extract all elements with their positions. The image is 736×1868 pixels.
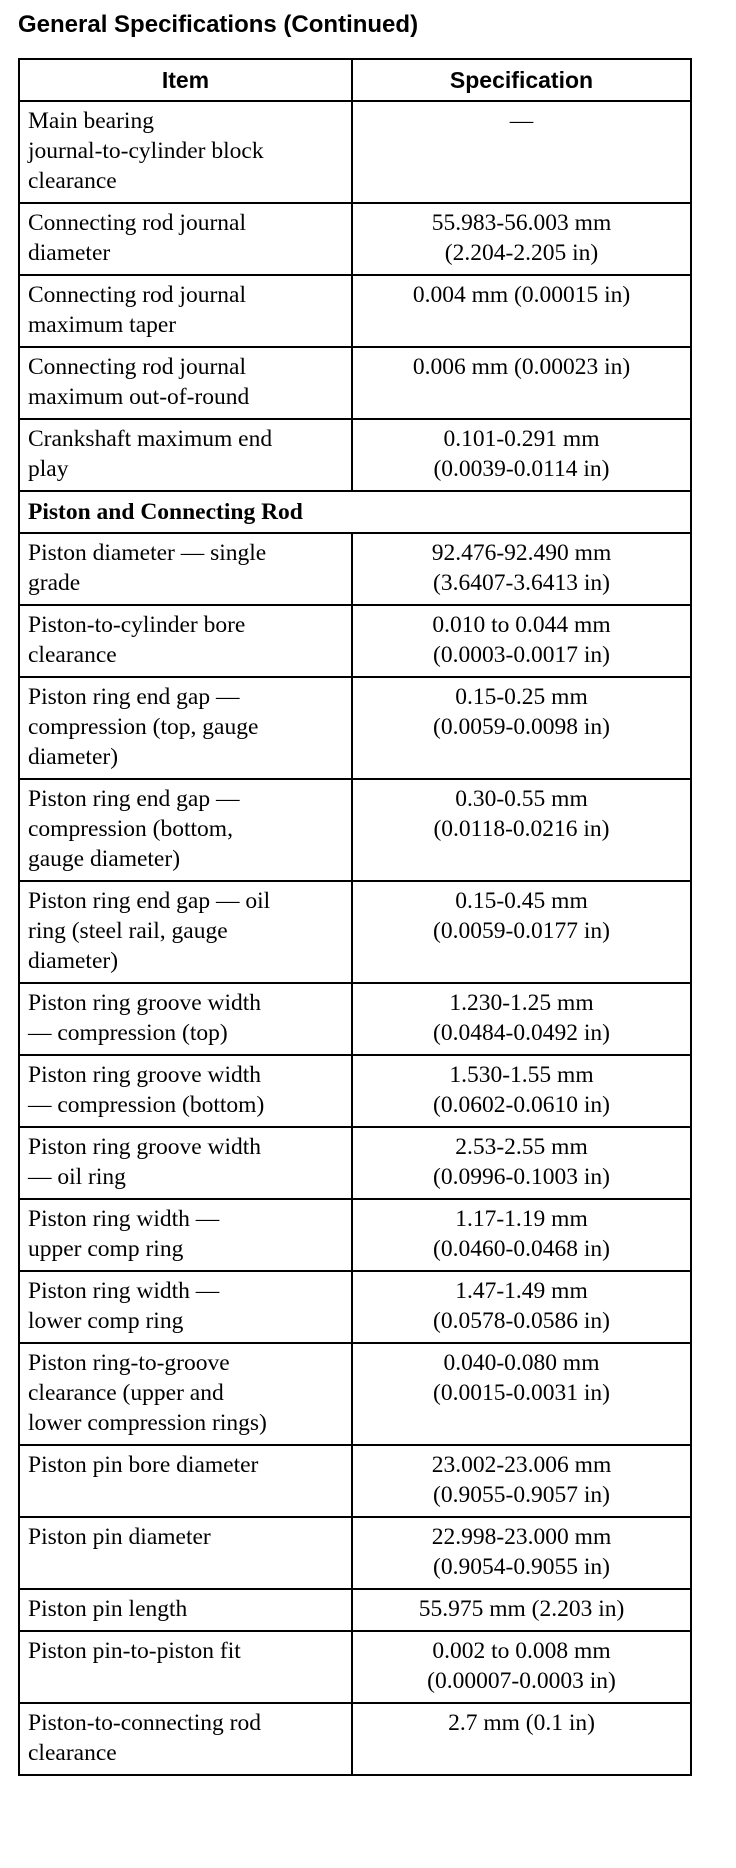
table-row xyxy=(19,419,691,491)
page-title: General Specifications (Continued) xyxy=(18,11,419,38)
item-cell: Piston ring groove width — compression (bottom) xyxy=(19,1055,352,1127)
specification-cell: 0.002 to 0.008 mm (0.00007-0.0003 in) xyxy=(352,1631,691,1703)
specification-cell: 0.010 to 0.044 mm (0.0003-0.0017 in) xyxy=(352,605,691,677)
table-header xyxy=(19,59,691,101)
table-row xyxy=(19,1343,691,1445)
specification-cell: 92.476-92.490 mm (3.6407-3.6413 in) xyxy=(352,533,691,605)
item-cell: Connecting rod journal diameter xyxy=(19,203,352,275)
table-row xyxy=(19,533,691,605)
specification-cell: 0.040-0.080 mm (0.0015-0.0031 in) xyxy=(352,1343,691,1445)
specification-cell: 0.101-0.291 mm (0.0039-0.0114 in) xyxy=(352,419,691,491)
specification-cell: 2.7 mm (0.1 in) xyxy=(352,1703,691,1775)
specification-cell: 0.30-0.55 mm (0.0118-0.0216 in) xyxy=(352,779,691,881)
item-cell: Piston ring end gap — oil ring (steel rail, gauge diameter) xyxy=(19,881,352,983)
specification-cell: 0.006 mm (0.00023 in) xyxy=(352,347,691,419)
item-cell: Piston-to-cylinder bore clearance xyxy=(19,605,352,677)
specification-cell: 0.15-0.45 mm (0.0059-0.0177 in) xyxy=(352,881,691,983)
table-row xyxy=(19,1445,691,1517)
table-row xyxy=(19,605,691,677)
table-row xyxy=(19,1271,691,1343)
item-cell: Piston ring end gap — compression (top, gauge diameter) xyxy=(19,677,352,779)
table-row xyxy=(19,1631,691,1703)
item-cell: Piston ring width — upper comp ring xyxy=(19,1199,352,1271)
item-cell: Crankshaft maximum end play xyxy=(19,419,352,491)
item-cell: Piston pin bore diameter xyxy=(19,1445,352,1517)
section-heading: Piston and Connecting Rod xyxy=(19,491,691,533)
specification-cell: 55.975 mm (2.203 in) xyxy=(352,1589,691,1631)
specification-cell: 1.47-1.49 mm (0.0578-0.0586 in) xyxy=(352,1271,691,1343)
specification-cell: — xyxy=(352,101,691,203)
item-cell: Piston pin diameter xyxy=(19,1517,352,1589)
table-row xyxy=(19,1199,691,1271)
table-row xyxy=(19,1517,691,1589)
table-row xyxy=(19,779,691,881)
table-row xyxy=(19,203,691,275)
specification-cell: 23.002-23.006 mm (0.9055-0.9057 in) xyxy=(352,1445,691,1517)
item-cell: Piston diameter — single grade xyxy=(19,533,352,605)
specification-cell: 1.17-1.19 mm (0.0460-0.0468 in) xyxy=(352,1199,691,1271)
table-row xyxy=(19,1055,691,1127)
item-cell: Piston ring end gap — compression (bottom, gauge diameter) xyxy=(19,779,352,881)
item-cell: Connecting rod journal maximum taper xyxy=(19,275,352,347)
specification-cell: 0.15-0.25 mm (0.0059-0.0098 in) xyxy=(352,677,691,779)
item-cell: Piston ring groove width — oil ring xyxy=(19,1127,352,1199)
item-cell: Main bearing journal-to-cylinder block clearance xyxy=(19,101,352,203)
table-row xyxy=(19,983,691,1055)
table-body xyxy=(19,101,691,1775)
table-row xyxy=(19,677,691,779)
specification-cell: 0.004 mm (0.00015 in) xyxy=(352,275,691,347)
item-cell: Piston ring groove width — compression (top) xyxy=(19,983,352,1055)
specifications-table xyxy=(18,58,692,1776)
table-row xyxy=(19,101,691,203)
header-row xyxy=(19,59,691,101)
item-column-header: Item xyxy=(19,59,352,101)
specification-cell: 55.983-56.003 mm (2.204-2.205 in) xyxy=(352,203,691,275)
table-row xyxy=(19,1703,691,1775)
specification-cell: 22.998-23.000 mm (0.9054-0.9055 in) xyxy=(352,1517,691,1589)
section-row xyxy=(19,491,691,533)
table-row xyxy=(19,347,691,419)
specification-cell: 1.230-1.25 mm (0.0484-0.0492 in) xyxy=(352,983,691,1055)
table-row xyxy=(19,1589,691,1631)
specification-column-header: Specification xyxy=(352,59,691,101)
item-cell: Connecting rod journal maximum out-of-round xyxy=(19,347,352,419)
table-row xyxy=(19,881,691,983)
item-cell: Piston ring-to-groove clearance (upper and lower compression rings) xyxy=(19,1343,352,1445)
item-cell: Piston ring width — lower comp ring xyxy=(19,1271,352,1343)
table-row xyxy=(19,275,691,347)
item-cell: Piston pin-to-piston fit xyxy=(19,1631,352,1703)
item-cell: Piston pin length xyxy=(19,1589,352,1631)
table-row xyxy=(19,1127,691,1199)
specification-cell: 2.53-2.55 mm (0.0996-0.1003 in) xyxy=(352,1127,691,1199)
item-cell: Piston-to-connecting rod clearance xyxy=(19,1703,352,1775)
specification-cell: 1.530-1.55 mm (0.0602-0.0610 in) xyxy=(352,1055,691,1127)
